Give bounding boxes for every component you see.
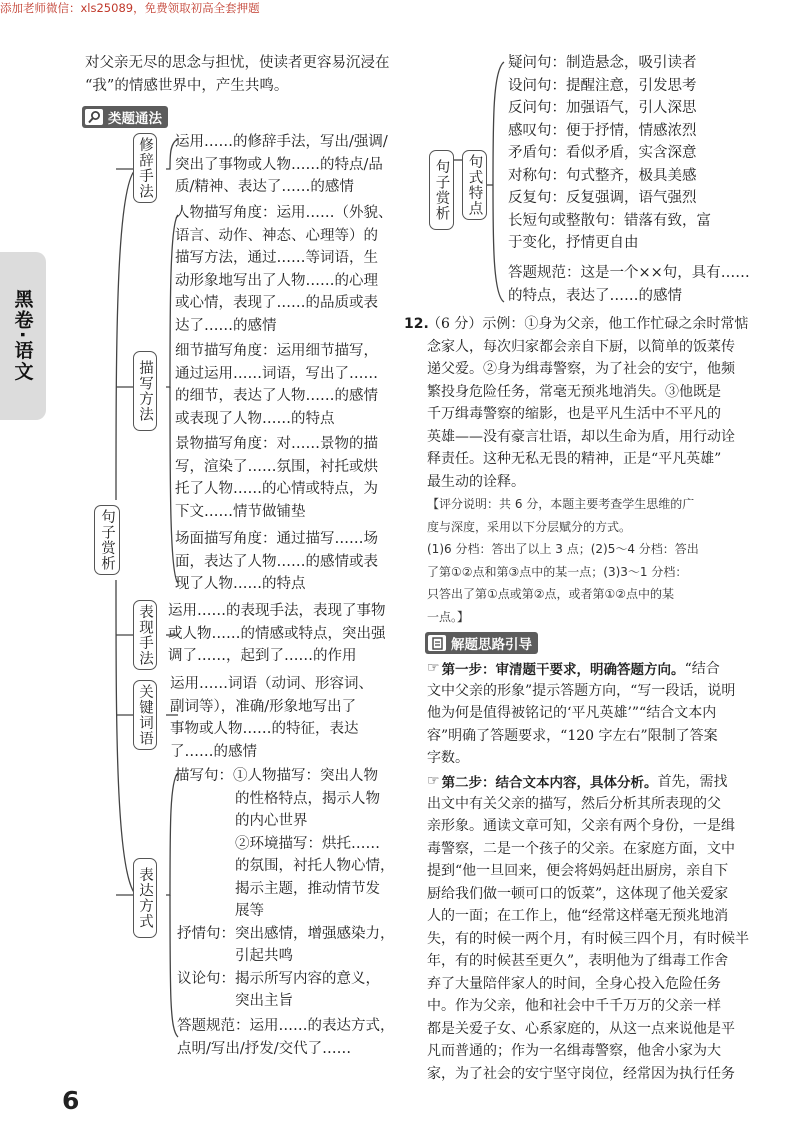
pattern-item: 疑问句：制造悬念，吸引读者 <box>508 55 697 71</box>
mode-line: 的氛围，衬托人物心情， <box>235 858 395 874</box>
rhetoric-line: 质/精神、表达了……的感情 <box>175 179 354 195</box>
intro-line: “我”的情感世界中，产生共鸣。 <box>85 77 289 94</box>
question-number: 12. <box>404 316 429 332</box>
mode-line: 点明/写出/抒发/交代了…… <box>177 1040 352 1057</box>
grading-line: 了第①②点和第③点中的某一点；(3)3～1 分档： <box>427 564 688 579</box>
tree-node-key-words: 关键词语 <box>133 680 157 750</box>
mode-line: 展等 <box>235 903 264 919</box>
answer-line: 都是关爱子女、心系家庭的，从这一点来说他是平 <box>427 1020 735 1037</box>
description-line: 现了人物……的特点 <box>175 576 306 592</box>
answer-line: 凡而普通的；作为一名缉毒警察，他舍小家为大 <box>427 1043 721 1059</box>
description-line: 托了人物……的心情或特点，为 <box>175 481 378 497</box>
step1-marker <box>427 657 720 679</box>
technique-line: 运用……的表现手法，表现了事物 <box>168 603 386 619</box>
right-root-sentence-appreciation: 句子赏析 <box>429 150 454 230</box>
pattern-item: 反复句：反复强调，语气强烈 <box>508 190 697 206</box>
description-line: 语言、动作、神态、心理等）的 <box>175 227 378 244</box>
mode-line: ②环境描写：烘托…… <box>235 835 380 852</box>
mode-line: 突出主旨 <box>235 993 293 1009</box>
document-icon <box>428 635 446 651</box>
grading-line: 【评分说明：共 6 分，本题主要考查学生思维的广 <box>427 497 695 511</box>
mode-line: 的内心世界 <box>235 813 308 829</box>
answer-line: 毒警察，二是一个孩子的父亲。在家庭方面，文中 <box>427 840 735 857</box>
answer-line: 厨给我们做一顿可口的饭菜”，这体现了他关爱家 <box>427 885 729 902</box>
description-line: 达了……的感情 <box>175 317 277 334</box>
mode-line: 议论句：揭示所写内容的意义， <box>177 970 380 987</box>
description-line: 或心情，表现了……的品质或表 <box>175 295 378 311</box>
description-line: 面，表达了人物……的感情或表 <box>175 553 378 570</box>
rhetoric-line: 突出了事物或人物……的特点/品 <box>175 156 383 173</box>
grading-line: 度与深度，采用以下分层赋分的方式。 <box>427 519 632 534</box>
answer-line: 字数。 <box>427 750 469 766</box>
answer-line: 繁投身危险任务，常毫无预兆地消失。③他既是 <box>427 383 721 400</box>
description-line: 通过运用……词语，写出了…… <box>175 365 378 382</box>
answer-line: 千万缉毒警察的缩影，也是平凡生活中不平凡的 <box>427 406 721 422</box>
keywords-line: 事物或人物……的特征，表达 <box>170 721 359 737</box>
tree-node-expression-technique: 表现手法 <box>133 600 157 670</box>
answer-line: 弃了大量陪伴家人的时间，全身心投入危险任务 <box>427 975 721 992</box>
answer-line: 释责任。这种无私无畏的精神，正是“平凡英雄” <box>427 451 722 467</box>
pattern-item: 设问句：提醒注意，引发思考 <box>508 77 697 94</box>
mode-line: 引起共鸣 <box>235 948 293 964</box>
answer-line: “结合 <box>684 661 720 677</box>
answer-line: 亲形象。通读文章可知，父亲有两个身份，一是缉 <box>427 818 735 834</box>
section-heading-method: 类题通法 <box>82 106 168 128</box>
technique-line: 调了……，起到了……的作用 <box>168 648 357 664</box>
watermark-banner: 添加老师微信：xls25089，免费领取初高全套押题 <box>0 1 260 15</box>
answer-line: 失，有的时候一两个月，有时候三四个月，有时候半 <box>427 930 749 947</box>
answer-line: 提到“他一旦回来，便会将妈妈赶出厨房，亲自下 <box>427 863 729 879</box>
description-line: 描写方法，通过……等词语，生 <box>175 250 378 266</box>
answer-line: 人的一面；在工作上，他“经常这样毫无预兆地消 <box>427 908 729 924</box>
description-line: 景物描写角度：对……景物的描 <box>175 436 378 452</box>
keywords-line: 了……的感情 <box>170 743 257 760</box>
tree-root-sentence-appreciation: 句子赏析 <box>94 505 120 575</box>
side-tab: 黑卷·语文 <box>0 252 46 420</box>
description-line: 细节描写角度：运用细节描写， <box>175 343 378 359</box>
grading-line: 一点。】 <box>427 609 470 624</box>
right-node-sentence-pattern: 句式特点 <box>462 150 487 220</box>
technique-line: 或人物……的情感或特点，突出强 <box>168 625 386 642</box>
description-line: 场面描写角度：通过描写……场 <box>175 531 378 547</box>
pattern-item: 答题规范：这是一个××句，具有…… <box>508 265 750 281</box>
pointing-hand-icon: ☞ <box>427 660 440 676</box>
description-line: 人物描写角度：运用……（外貌、 <box>175 205 393 221</box>
mode-line: 抒情句：突出感情，增强感染力， <box>177 925 395 942</box>
description-line: 的细节，表达了人物……的感情 <box>175 388 378 404</box>
pattern-item: 于变化，抒情更自由 <box>508 235 639 251</box>
magnifier-icon <box>85 109 103 125</box>
mode-line: 答题规范：运用……的表达方式， <box>177 1018 395 1034</box>
grading-line: 只答出了第①点或第②点，或者第①②点中的某 <box>427 587 675 601</box>
answer-line: 家，为了社会的安宁坚守岗位，经常因为执行任务 <box>427 1065 735 1082</box>
grading-line: (1)6 分档：答出了以上 3 点；(2)5～4 分档：答出 <box>427 542 699 556</box>
pointing-hand-icon: ☞ <box>427 773 440 789</box>
rhetoric-line: 运用……的修辞手法，写出/强调/ <box>175 134 388 150</box>
answer-line: 出文中有关父亲的描写，然后分析其所表现的父 <box>427 795 721 812</box>
pattern-item: 长短句或整散句：错落有致，富 <box>508 212 711 229</box>
step2-marker <box>427 770 728 792</box>
tree-node-rhetoric: 修辞手法 <box>133 133 157 203</box>
tree-node-description: 描写方法 <box>133 351 157 431</box>
pattern-item: 对称句：句式整齐，极具美感 <box>508 167 697 184</box>
page-number: 6 <box>62 1086 80 1115</box>
description-line: 下文……情节做铺垫 <box>175 503 306 520</box>
answer-line: 文中父亲的形象”提示答题方向，“写一段话，说明 <box>427 682 736 699</box>
answer-line: （6 分）示例：①身为父亲，他工作忙碌之余时常惦 <box>427 316 749 332</box>
answer-line: 英雄——没有豪言壮语，却以生命为盾，用行动诠 <box>427 428 735 445</box>
mode-line: 揭示主题，推动情节发 <box>235 880 380 897</box>
step1-label: 第一步：审清题干要求，明确答题方向。 <box>441 662 685 678</box>
answer-line: 最生动的诠释。 <box>427 473 525 490</box>
description-line: 或表现了人物……的特点 <box>175 410 335 427</box>
pattern-item: 矛盾句：看似矛盾，实含深意 <box>508 145 697 161</box>
answer-line: 容”明确了答题要求，“120 字左右”限制了答案 <box>427 727 718 744</box>
answer-line: 念家人，每次归家都会亲自下厨，以简单的饭菜传 <box>427 338 735 355</box>
mode-line: 描写句：①人物描写：突出人物 <box>175 768 378 784</box>
tree-node-expression-mode: 表达方式 <box>133 858 157 938</box>
answer-line: 年，有的时候甚至更久”，表明他为了缉毒工作舍 <box>427 953 729 969</box>
description-line: 动形象地写出了人物……的心理 <box>175 272 378 289</box>
pattern-item: 的特点，表达了……的感情 <box>508 287 682 304</box>
keywords-line: 副词等），准确/形象地写出了 <box>170 698 357 715</box>
mode-line: 的性格特点，揭示人物 <box>235 790 380 807</box>
pattern-item: 反问句：加强语气，引人深思 <box>508 100 697 116</box>
answer-line: 递父爱。②身为缉毒警察，为了社会的安宁，他频 <box>427 361 735 377</box>
answer-line: 中。作为父亲，他和社会中千千万万的父亲一样 <box>427 998 721 1014</box>
pattern-item: 感叹句：便于抒情，情感浓烈 <box>508 122 697 139</box>
keywords-line: 运用……词语（动词、形容词、 <box>170 676 373 692</box>
step2-label: 第二步：结合文本内容，具体分析。 <box>441 775 658 791</box>
section-heading-guide: 解题思路引导 <box>425 632 538 654</box>
description-line: 写，渲染了……氛围，衬托或烘 <box>175 458 378 475</box>
answer-line: 首先，需找 <box>657 774 728 790</box>
intro-line: 对父亲无尽的思念与担忧，使读者更容易沉浸在 <box>85 55 390 71</box>
answer-line: 他为何是值得被铭记的‘平凡英雄’”“结合文本内 <box>427 705 717 721</box>
